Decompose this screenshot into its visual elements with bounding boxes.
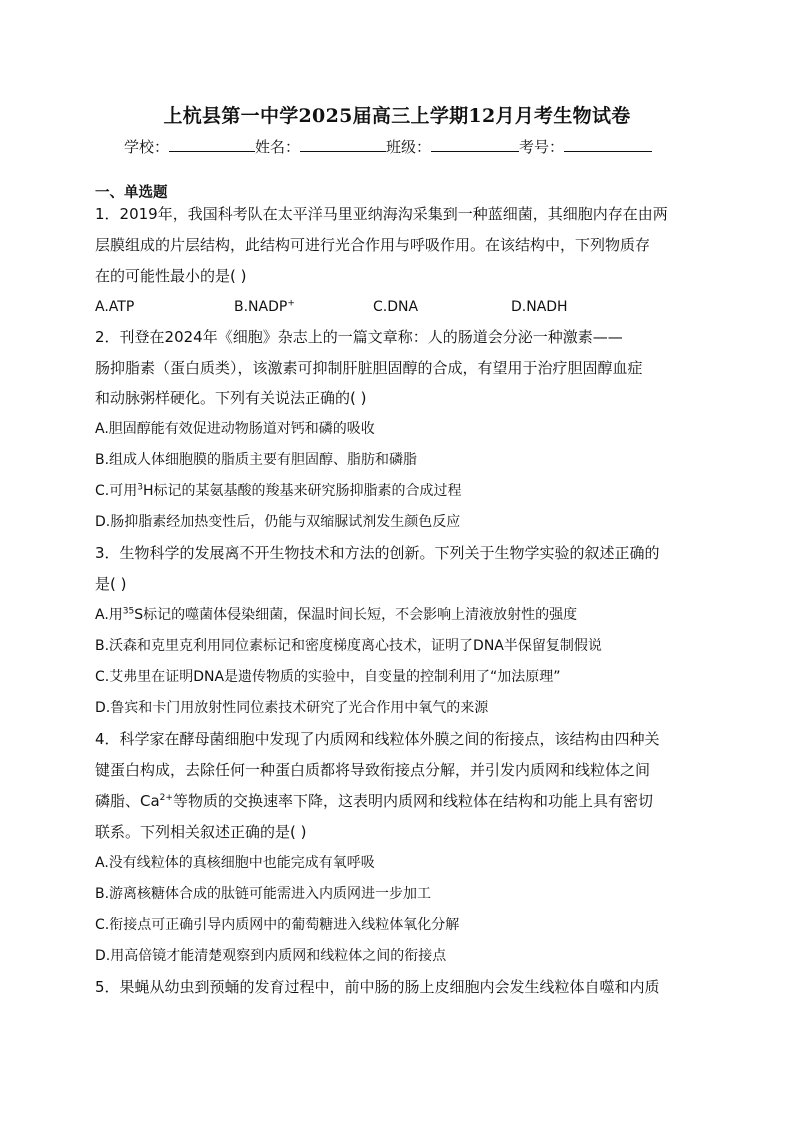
- q2-option-c: [95, 481, 462, 501]
- q2-option-b: B.组成人体细胞膜的脂质主要有胆固醇、脂肪和磷脂: [95, 452, 418, 468]
- q1-option-b-sup: +: [287, 298, 295, 309]
- number-blank: [564, 137, 652, 152]
- q4-line-1: 4．科学家在酵母菌细胞中发现了内质网和线粒体外膜之间的衔接点，该结构由四种关: [95, 730, 660, 748]
- q4-line-4: 联系。下列相关叙述正确的是( ): [95, 823, 307, 841]
- q2-line-2: 肠抑脂素（蛋白质类），该激素可抑制肝脏胆固醇的合成，有望用于治疗胆固醇血症: [95, 359, 643, 377]
- q4-option-d: D.用高倍镜才能清楚观察到内质网和线粒体之间的衔接点: [95, 948, 447, 964]
- name-blank: [300, 137, 386, 152]
- q1-option-b-text: B.NADP: [234, 299, 288, 315]
- q1-line-1: 1．2019年，我国科考队在太平洋马里亚纳海沟采集到一种蓝细菌，其细胞内存在由两: [95, 205, 668, 223]
- q4-option-a: A.没有线粒体的真核细胞中也能完成有氧呼吸: [95, 855, 375, 871]
- q2-option-c-post: H标记的某氨基酸的羧基来研究肠抑脂素的合成过程: [142, 483, 462, 499]
- q1-option-c: C.DNA: [373, 299, 419, 315]
- number-label: 考号：: [519, 138, 565, 156]
- q4-line-3: [95, 791, 715, 811]
- q2-option-a: A.胆固醇能有效促进动物肠道对钙和磷的吸收: [95, 421, 375, 437]
- q3-line-1: 3．生物科学的发展离不开生物技术和方法的创新。下列关于生物学实验的叙述正确的: [95, 544, 660, 562]
- q4-option-b: B.游离核糖体合成的肽链可能需进入内质网进一步加工: [95, 886, 432, 902]
- q3-option-a-sup: 35: [122, 606, 135, 617]
- class-label: 班级：: [386, 138, 432, 156]
- q3-line-2: 是( ): [95, 575, 127, 593]
- q1-line-2: 层膜组成的片层结构，此结构可进行光合作用与呼吸作用。在该结构中，下列物质存: [95, 236, 651, 254]
- q3-option-a-pre: A.用: [95, 607, 123, 623]
- class-blank: [431, 137, 519, 152]
- q2-line-3: 和动脉粥样硬化。下列有关说法正确的( ): [95, 389, 367, 407]
- q3-option-d: D.鲁宾和卡门用放射性同位素技术研究了光合作用中氧气的来源: [95, 700, 489, 716]
- q4-option-c: C.衔接点可正确引导内质网中的葡萄糖进入线粒体氧化分解: [95, 917, 460, 933]
- q2-option-c-pre: C.可用: [95, 483, 138, 499]
- q3-option-c: C.艾弗里在证明DNA是遗传物质的实验中，自变量的控制利用了“加法原理”: [95, 669, 561, 685]
- q2-option-c-sup: 3: [137, 482, 143, 493]
- q3-option-a: [95, 605, 577, 625]
- q2-line-1: 2．刊登在2024年《细胞》杂志上的一篇文章称：人的肠道会分泌一种激素——: [95, 328, 623, 346]
- q5-line-1: 5．果蝇从幼虫到预蛹的发育过程中，前中肠的肠上皮细胞内会发生线粒体自噬和内质: [95, 978, 660, 996]
- q1-option-a: A.ATP: [95, 299, 135, 315]
- q4-line-2: 键蛋白构成，去除任何一种蛋白质都将导致衔接点分解，并引发内质网和线粒体之间: [95, 761, 651, 779]
- q3-option-b: B.沃森和克里克利用同位素标记和密度梯度离心技术，证明了DNA半保留复制假说: [95, 638, 602, 654]
- school-label: 学校：: [124, 138, 170, 156]
- q4-line-3-post: 等物质的交换速率下降，这表明内质网和线粒体在结构和功能上具有密切: [172, 792, 653, 810]
- name-label: 姓名：: [255, 138, 301, 156]
- q4-line-3-sup: 2+: [159, 793, 173, 803]
- q4-line-3-pre: 磷脂、Ca: [95, 792, 160, 810]
- q1-option-b: [234, 297, 295, 317]
- section-title: 一、单选题: [95, 185, 168, 201]
- q1-option-d: D.NADH: [511, 299, 568, 315]
- student-info-row: [124, 136, 684, 158]
- school-blank: [169, 137, 255, 152]
- q1-line-3: 在的可能性最小的是( ): [95, 267, 247, 285]
- exam-title: 上杭县第一中学2025届高三上学期12月月考生物试卷: [163, 105, 631, 127]
- q3-option-a-post: S标记的噬菌体侵染细菌，保温时间长短，不会影响上清液放射性的强度: [134, 607, 578, 623]
- q2-option-d: D.肠抑脂素经加热变性后，仍能与双缩脲试剂发生颜色反应: [95, 514, 461, 530]
